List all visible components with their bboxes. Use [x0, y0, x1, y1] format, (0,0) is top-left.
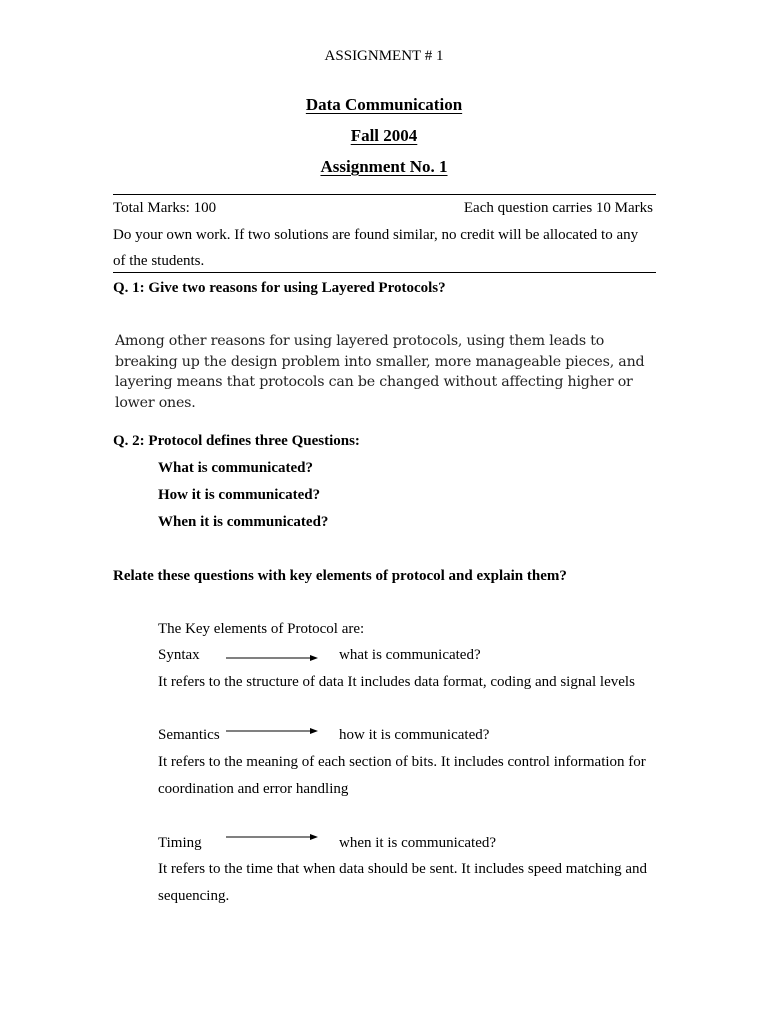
element-description-timing-line-2: sequencing. [158, 888, 230, 904]
element-description-semantics-line-2: coordination and error handling [158, 781, 349, 797]
element-maps-to-semantics: how it is communicated? [339, 727, 490, 743]
element-description-timing-line-1: It refers to the time that when data should be sent. It includes speed matching and [158, 861, 648, 877]
answer-1: Among other reasons for using layered protocols, using them leads to breaking up the design problem into smaller, more manageable pieces, and layering means that protocols can be changed without affecting higher or lower ones. [115, 333, 645, 411]
element-name-timing: Timing [158, 835, 202, 851]
top-divider [113, 194, 656, 195]
arrow-right-icon [226, 832, 318, 842]
key-elements-intro: The Key elements of Protocol are: [158, 621, 365, 637]
element-description-syntax: It refers to the structure of data It includes data format, coding and signal levels [158, 674, 635, 690]
marks-per-question: Each question carries 10 Marks [463, 200, 653, 216]
sub-question-how: How it is communicated? [158, 487, 321, 503]
instruction-line-1: Do your own work. If two solutions are found similar, no credit will be allocated to any [113, 227, 639, 243]
arrow-right-icon [226, 726, 318, 736]
sub-question-what: What is communicated? [158, 460, 313, 476]
bottom-divider [113, 272, 656, 273]
course-title: Data Communication [305, 95, 463, 114]
element-name-semantics: Semantics [158, 727, 220, 743]
instruction-line-2: of the students. [113, 253, 205, 269]
assignment-label: ASSIGNMENT # 1 [324, 48, 444, 64]
element-maps-to-syntax: what is communicated? [339, 647, 481, 663]
arrow-right-icon [226, 653, 318, 663]
element-description-semantics-line-1: It refers to the meaning of each section of bits. It includes control information for [158, 754, 646, 770]
assignment-number-title: Assignment No. 1 [320, 157, 448, 176]
relate-prompt: Relate these questions with key elements of protocol and explain them? [113, 568, 567, 584]
question-1: Q. 1: Give two reasons for using Layered Protocols? [113, 280, 446, 296]
total-marks: Total Marks: 100 [113, 200, 217, 216]
element-maps-to-timing: when it is communicated? [339, 835, 497, 851]
question-2: Q. 2: Protocol defines three Questions: [113, 433, 360, 449]
term-title: Fall 2004 [350, 126, 418, 145]
element-name-syntax: Syntax [158, 647, 200, 663]
sub-question-when: When it is communicated? [158, 514, 329, 530]
